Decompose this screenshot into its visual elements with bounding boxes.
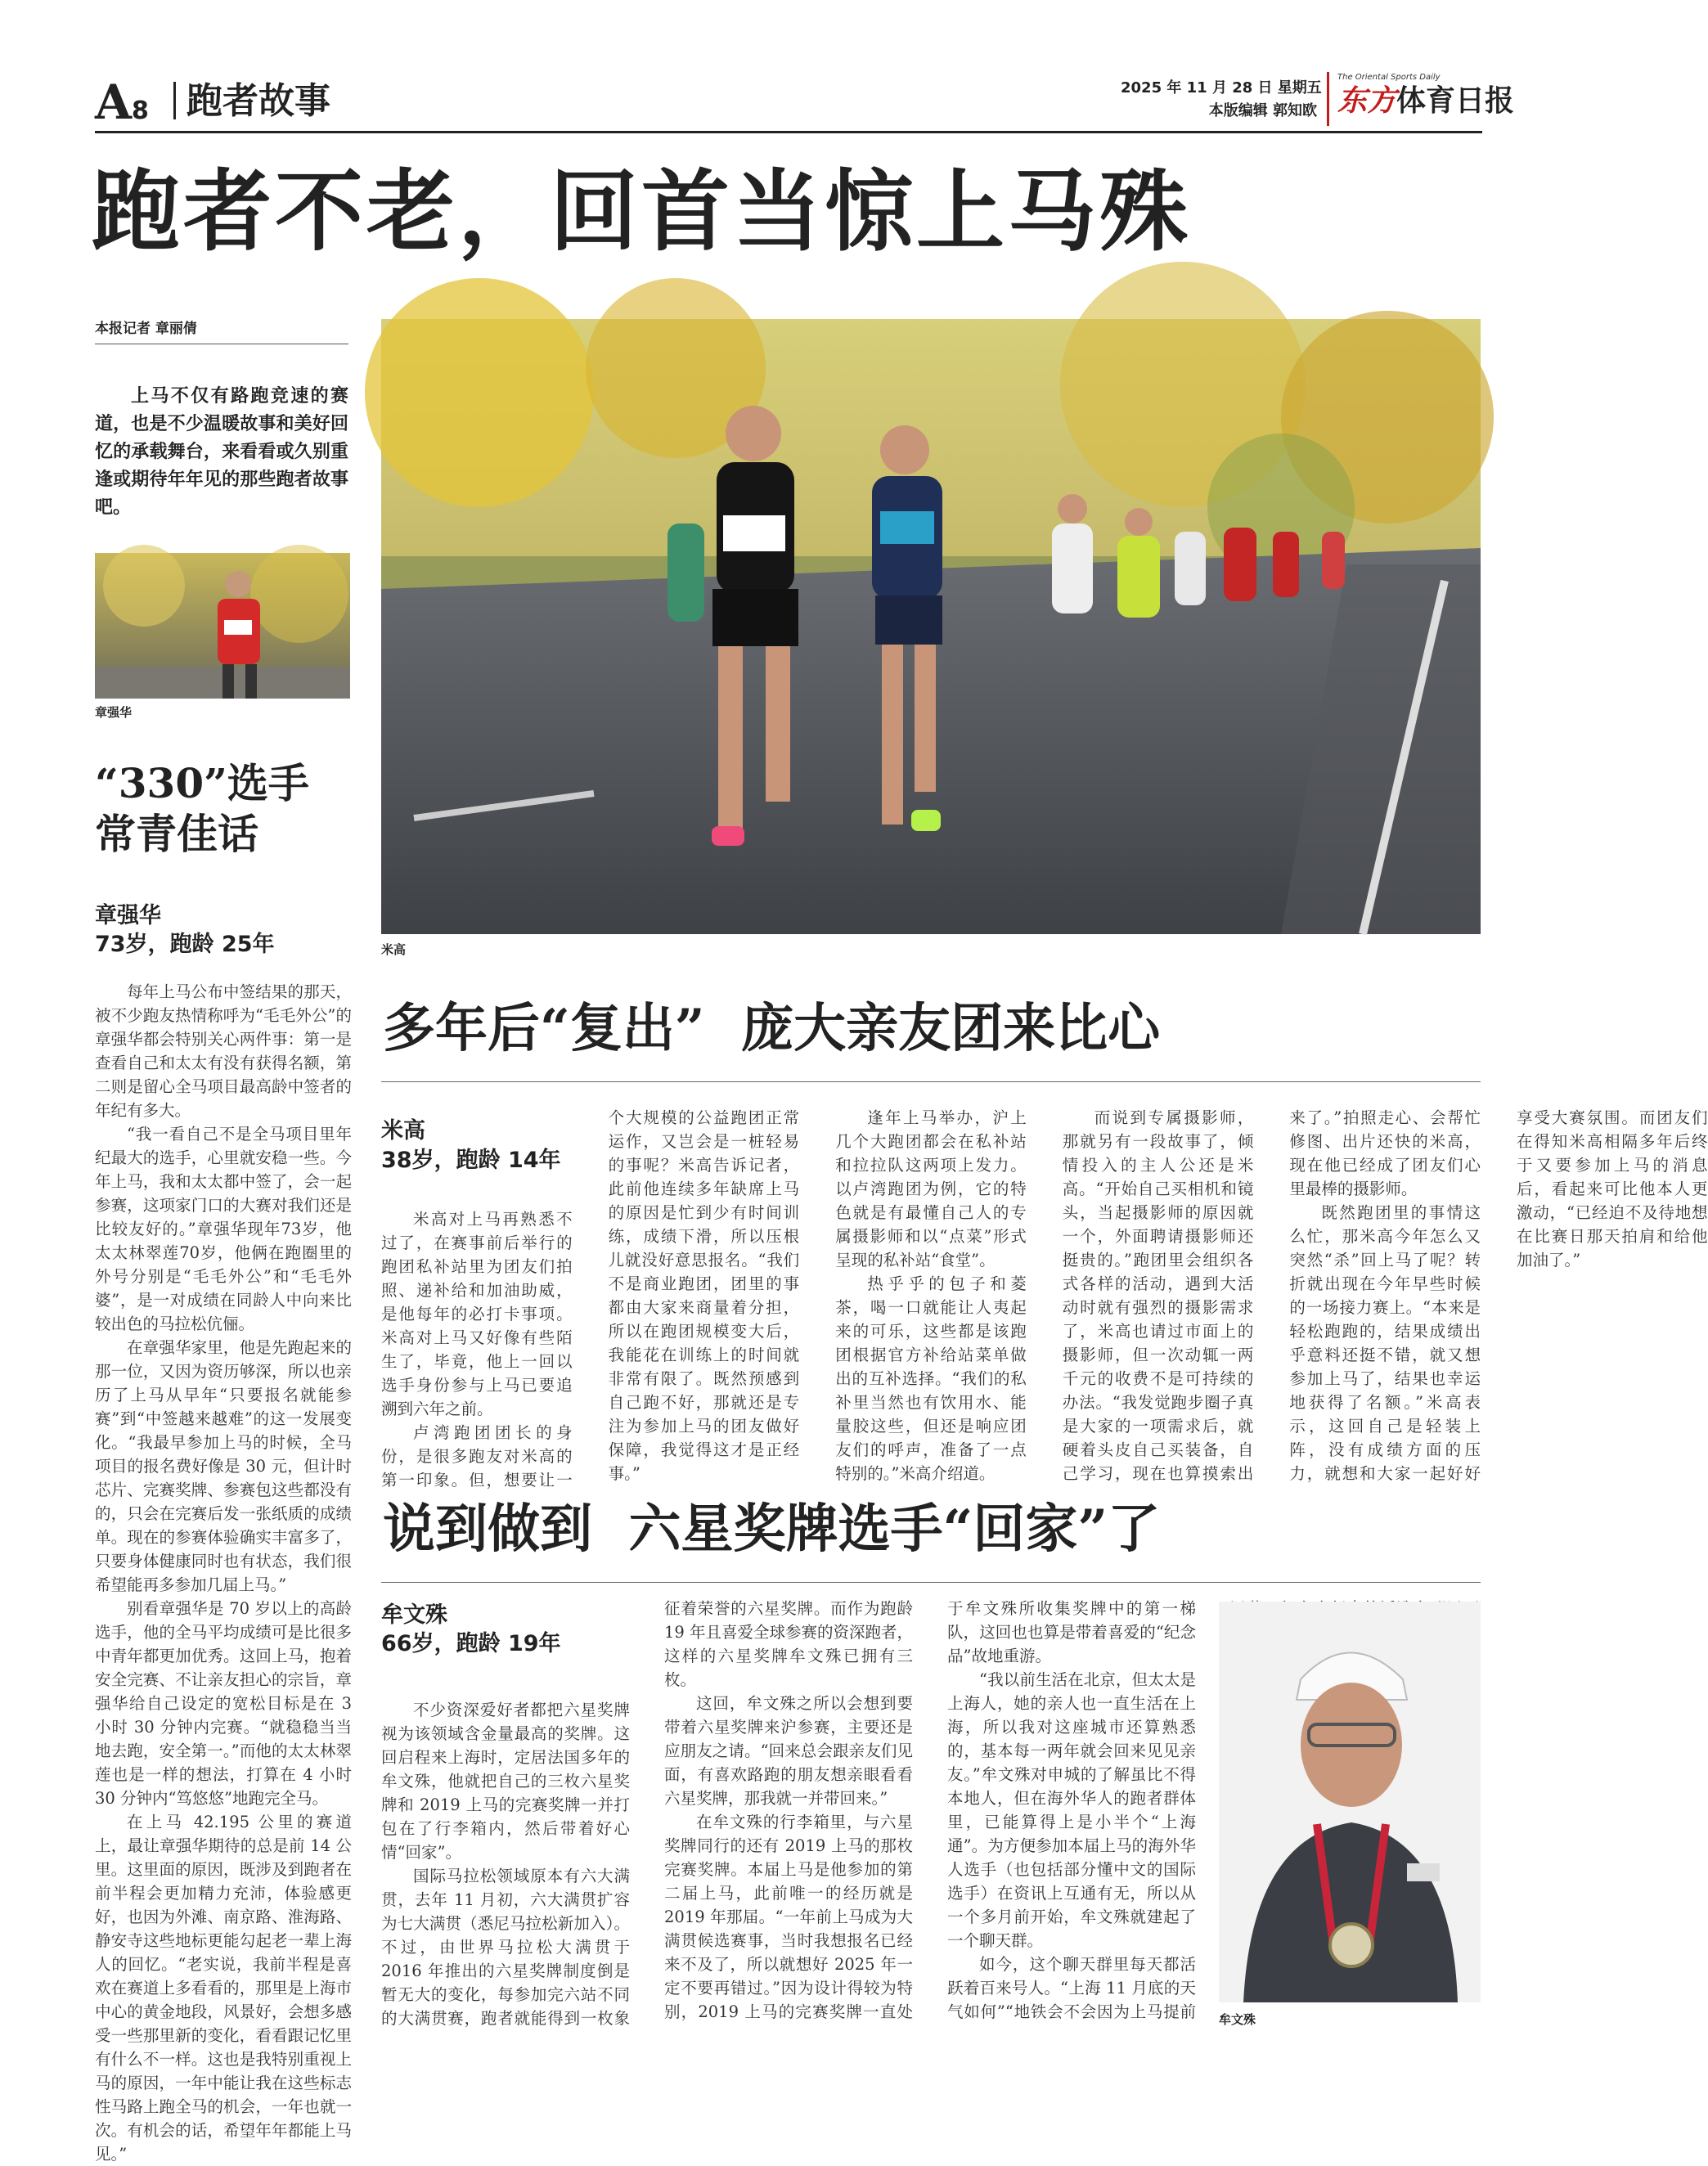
section3-para: 不少资深爱好者都把六星奖牌视为该领域含金量最高的奖牌。这回启程来上海时，定居法国多年的牟文殊，他就把自己的三枚六星奖牌和 2019 上马的完赛奖牌一并打包在了行李箱内，然后带着好心情“回家”。 bbox=[381, 1701, 630, 1862]
masthead-red: 东方 bbox=[1337, 84, 1397, 118]
byline: 本报记者 章丽倩 bbox=[95, 321, 197, 337]
header-divider bbox=[173, 82, 176, 119]
section3-para: 国际马拉松领域原本有六大满贯，去年 11 月初，六大满贯扩容为七大满贯（悉尼马拉松新加入）。不过，由世界马拉松大满贯于 2016 年推出的六星奖牌制度倒是暂无大的变化，每参加完六站不同的大满贯赛，跑者就能得到一枚象征着荣誉的六星奖牌。而作为跑龄 19 年且喜爱全球参赛的资深跑者，这样的六星奖牌牟文殊已拥有三枚。 bbox=[381, 1599, 914, 2028]
runner3-photo-caption: 牟文殊 bbox=[1219, 2012, 1256, 2027]
page-letter: A bbox=[95, 74, 133, 130]
runner1-body bbox=[95, 980, 352, 2164]
section2-info: 38岁，跑龄 14年 bbox=[381, 1148, 561, 1173]
section2-para: 而说到专属摄影师，那就另有一段故事了，倾情投入的主人公还是米高。“开始自己买相机和镜头，当起摄影师的原因就一个，外面聘请摄影师还挺贵的。”跑团里会组织各式各样的活动，遇到大活动时就有强烈的摄影需求了，米高也请过市面上的摄影师，但一次动辄一两千元的收费不是可持续的办法。“我发觉跑步圈子真是大家的一项需求后，就硬着头皮自己买装备，自己学习，现在也算摸索出来了。”拍照走心、会帮忙修图、出片还快的米高，现在他已经成了团友们心里最棒的摄影师。 bbox=[1062, 1108, 1481, 1483]
section3-body bbox=[381, 1597, 1196, 2038]
section2-body bbox=[381, 1106, 1708, 1495]
section3-info: 66岁，跑龄 19年 bbox=[381, 1631, 561, 1656]
runner1-photo bbox=[95, 553, 350, 699]
page-num: 8 bbox=[132, 97, 149, 125]
runner1-subhead-2: 常青佳话 bbox=[95, 810, 258, 858]
runner1-info: 73岁，跑龄 25年 bbox=[95, 932, 275, 957]
section-name: 跑者故事 bbox=[187, 80, 330, 122]
runner1-subhead-1: “330”选手 bbox=[95, 759, 309, 807]
masthead-logo bbox=[1327, 72, 1515, 126]
section3-para: 在牟文殊的行李箱里，与六星奖牌同行的还有 2019 上马的那枚完赛奖牌。本届上马是他参加的第二届上马，此前唯一的经历就是 2019 年那届。“一年前上马成为大满贯候选赛事，当时我想报名已经来不及了，所以就想好 2025 年一定不要再错过。”因为设计得较为特别，2019 上马的完赛奖牌一直处于牟文殊所收集奖牌中的第一梯队，这回也也算是带着喜爱的“纪念品”故地重游。 bbox=[664, 1599, 1196, 2021]
section3-rule bbox=[381, 1582, 1481, 1583]
section3-name-spacer bbox=[381, 1597, 630, 1698]
main-headline: 跑者不老，回首当惊上马殊 bbox=[92, 161, 1192, 263]
section2-para: 热乎乎的包子和菱茶，喝一口就能让人夷起来的可乐，这些都是该跑团根据官方补给站菜单做出的互补选择。“我们的私补里当然也有饮用水、能量胶这些，但还是响应团友们的呼声，准备了一点特别的。”米高介绍道。 bbox=[835, 1274, 1027, 1483]
section3-para: 如今，这个聊天群里每天都活跃着百来号人。“上海 11 月底的天气如何”“地铁会不会因为上马提前 bbox=[947, 1955, 1196, 2021]
masthead-black: 体育日报 bbox=[1396, 84, 1515, 118]
section2-title: 多年后“复出” 庞大亲友团来比心 bbox=[383, 998, 1161, 1059]
lead-paragraph: 上马不仅有路跑竞速的赛道，也是不少温暖故事和美好回忆的承载舞台，来看看或久别重逢或期待年年见的那些跑者故事吧。 bbox=[95, 386, 348, 518]
date-line: 2025 年 11 月 28 日 星期五 bbox=[1121, 79, 1322, 97]
section3-para: “我以前生活在北京，但太太是上海人，她的亲人也一直生活在上海，所以我对这座城市还算熟悉的，基本每一两年就会回来见见亲友。”牟文殊对申城的了解虽比不得本地人，但在海外华人的跑者群体里，已能算得上是小半个“上海通”。为方便参加本届上马的海外华人选手（也包括部分懂中文的国际选手）在资讯上互通有无，所以从一个多月前开始，牟文殊就建起了一个聊天群。 bbox=[947, 1670, 1196, 1950]
section3-name: 牟文殊 bbox=[381, 1602, 447, 1628]
main-photo bbox=[381, 319, 1481, 934]
editor-line: 本版编辑 郭知欧 bbox=[1208, 102, 1317, 119]
section3-title: 说到做到 六星奖牌选手“回家”了 bbox=[383, 1499, 1161, 1560]
section2-para: 既然跑团里的事情这么忙，那米高今年怎么又突然“杀”回上马了呢？转折就出现在今年早些时候的一场接力赛上。“本来是轻松跑跑的，结果成绩出乎意料还挺不错，就又想参加上马了，结果也幸运地获得了名额。”米高表示，这回自己是轻装上阵，没有成绩方面的压力，就想和大家一起好好享受大赛氛围。而团友们在得知米高相隔多年后终于又要参加上马的消息后，看起来可比他本人更激动，“已经迫不及待地想在比赛日那天拍肩和给他加油了。” bbox=[1289, 1108, 1708, 1483]
page-number bbox=[95, 74, 149, 136]
section2-name-spacer bbox=[381, 1106, 573, 1207]
runner1-photo-caption: 章强华 bbox=[95, 705, 133, 720]
section2-rule bbox=[381, 1081, 1481, 1082]
main-photo-caption: 米高 bbox=[381, 942, 407, 957]
section3-para: 这回，牟文殊之所以会想到要带着六星奖牌来沪参赛，主要还是应朋友之请。“回来总会跟亲友们见面，有喜欢路跑的朋友想亲眼看看六星奖牌，那我就一并带回来。” bbox=[664, 1694, 913, 1808]
runner1-para: 每年上马公布中签结果的那天，被不少跑友热情称呼为“毛毛外公”的章强华都会特别关心两件事：第一是查看自己和太太有没有获得名额，第二则是留心全马项目最高龄中签者的年纪有多大。 bbox=[95, 982, 352, 1120]
runner1-name: 章强华 bbox=[95, 903, 161, 928]
runner1-para: 别看章强华是 70 岁以上的高龄选手，他的全马平均成绩可是比很多中青年都更加优秀。这回上马，抱着安全完赛、不让亲友担心的宗旨，章强华给自己设定的宽松目标是在 3 小时 30 分钟内完赛。“就稳稳当当地去跑，安全第一。”而他的太太林翠莲也是一样的想法，打算在 4 小时 30 分钟内“笃悠悠”地跑完全马。 bbox=[95, 1599, 352, 1808]
section2-para: 逢年上马举办，沪上几个大跑团都会在私补站和拉拉队这两项上发力。以卢湾跑团为例，它的特色就是有最懂自己人的专属摄影师和以“点菜”形式呈现的私补站“食堂”。 bbox=[835, 1108, 1027, 1269]
masthead-subtitle: The Oriental Sports Daily bbox=[1337, 73, 1441, 82]
header-rule bbox=[95, 131, 1482, 133]
runner1-para: 在章强华家里，他是先跑起来的那一位，又因为资历够深，所以也亲历了上马从早年“只要报名就能参赛”到“中签越来越难”的这一发展变化。“我最早参加上马的时候，全马项目的报名费好像是 30 元，但计时芯片、完赛奖牌、参赛包这些都没有的，只会在完赛后发一张纸质的成绩单。现在的参赛体验确实丰富多了，只要身体健康同时也有状态，我们很希望能再多参加几届上马。” bbox=[95, 1338, 352, 1594]
runner1-para: 在上马 42.195 公里的赛道上，最让章强华期待的总是前 14 公里。这里面的原因，既涉及到跑者在前半程会更加精力充沛，体验感更好，也因为外滩、南京路、淮海路、静安寺这些地标更能勾起老一辈上海人的回忆。“老实说，我前半程是喜欢在赛道上多看看的，那里是上海市中心的黄金地段，风景好，会想多感受一些那里新的变化，看看跟记忆里有什么不一样。这也是我特别重视上马的原因，一年中能让我在这些标志性马路上跑全马的机会，一年也就一次。有机会的话，希望年年都能上马见。” bbox=[95, 1813, 352, 2164]
section2-para: 米高对上马再熟悉不过了，在赛事前后举行的跑团私补站里为团友们拍照、递补给和加油助威，是他每年的必打卡事项。米高对上马又好像有些陌生了，毕竟，他上一回以选手身份参与上马已要追溯到六年之前。 bbox=[381, 1210, 573, 1418]
section2-name: 米高 bbox=[381, 1118, 425, 1144]
section2-para: 卢湾跑团团长的身份，是很多跑友对米高的第一印象。但，想要让一个大规模的公益跑团正常运作，又岂会是一桩轻易的事呢？米高告诉记者，此前他连续多年缺席上马的原因是忙到少有时间训练，成绩下滑，所以压根儿就没好意思报名。“我们不是商业跑团，团里的事都由大家来商量着分担，所以在跑团规模变大后，我能花在训练上的时间就非常有限了。既然预感到自己跑不好，那就还是专注为参加上马的团友做好保障，我觉得这才是正经事。” bbox=[381, 1108, 800, 1490]
runner3-photo bbox=[1219, 1602, 1481, 2002]
runner1-para: “我一看自己不是全马项目里年纪最大的选手，心里就安稳一些。今年上马，我和太太都中签了，会一起参赛，这项家门口的大赛对我们还是比较友好的。”章强华现年73岁，他太太林翠莲70岁，他俩在跑圈里的外号分别是“毛毛外公”和“毛毛外婆”，是一对成绩在同龄人中向来比较出色的马拉松伉俪。 bbox=[95, 1125, 352, 1333]
